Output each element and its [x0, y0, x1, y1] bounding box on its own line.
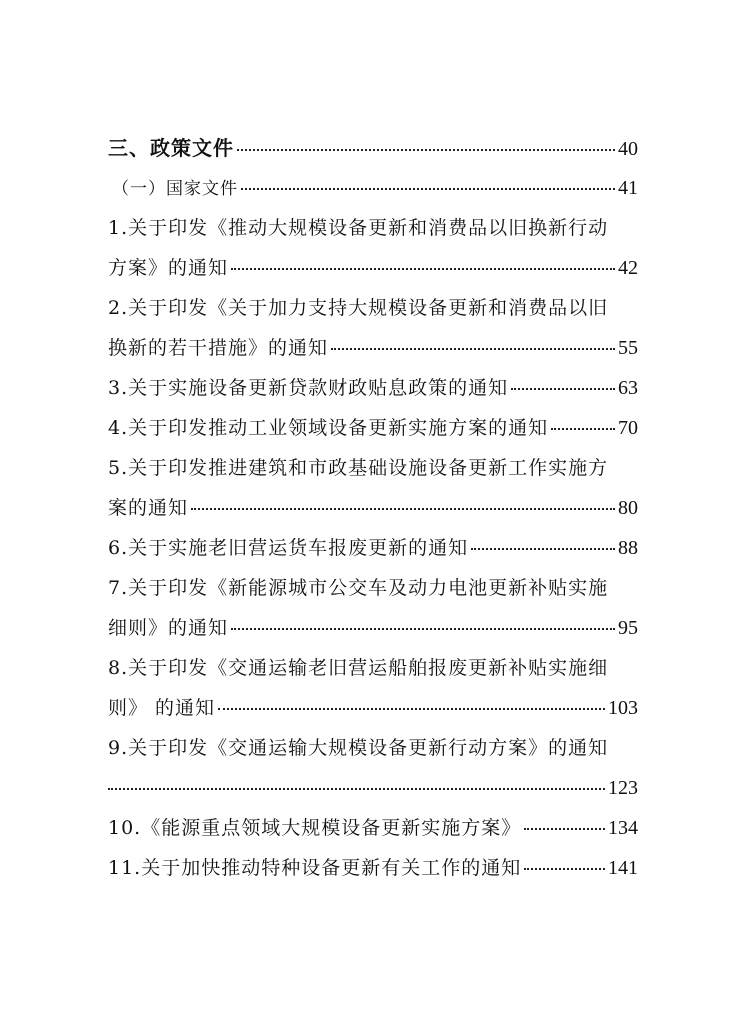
dot-leader [471, 548, 615, 550]
toc-entry-title: 2.关于印发《关于加力支持大规模设备更新和消费品以旧 [108, 297, 609, 319]
toc-entry-title-cont: 换新的若干措施》的通知 [108, 337, 329, 359]
dot-leader [108, 788, 605, 790]
toc-entry-title: 6.关于实施老旧营运货车报废更新的通知 [108, 537, 469, 559]
toc-entry-title: 7.关于印发《新能源城市公交车及动力电池更新补贴实施 [108, 577, 609, 599]
toc-page-number: 88 [618, 537, 638, 559]
toc-page-number: 80 [618, 497, 638, 519]
toc-entry-title-cont: 细则》的通知 [108, 617, 229, 639]
toc-entry-title: 11.关于加快推动特种设备更新有关工作的通知 [108, 857, 522, 879]
toc-entry-line [108, 728, 638, 768]
toc-entry-line [108, 208, 638, 248]
toc-page-number: 123 [608, 777, 638, 799]
toc-entry[interactable] [108, 408, 638, 448]
dot-leader [231, 268, 615, 270]
toc-entry-title-cont: 则》 的通知 [108, 697, 216, 719]
toc-page-number: 95 [618, 617, 638, 639]
toc-entry-title-cont: 方案》的通知 [108, 257, 229, 279]
dot-leader [218, 708, 605, 710]
toc-entry-title: 1.关于印发《推动大规模设备更新和消费品以旧换新行动 [108, 217, 609, 239]
toc-entry-line [108, 608, 638, 648]
toc-entry-line [108, 328, 638, 368]
toc-entry[interactable] [108, 208, 638, 288]
toc-entry[interactable] [108, 808, 638, 848]
toc-entry-title: 9.关于印发《交通运输大规模设备更新行动方案》的通知 [108, 737, 609, 759]
toc-page-number: 55 [618, 337, 638, 359]
dot-leader [237, 149, 615, 151]
toc-entry-line [108, 248, 638, 288]
toc-entry[interactable] [108, 448, 638, 528]
toc-entry-line [108, 688, 638, 728]
toc-entry-title: 3.关于实施设备更新贷款财政贴息政策的通知 [108, 377, 509, 399]
toc-entry-line [108, 768, 638, 808]
toc-section-title: 三、政策文件 [108, 136, 234, 160]
toc-entry-line [108, 288, 638, 328]
toc-entry-title: 8.关于印发《交通运输老旧营运船舶报废更新补贴实施细 [108, 657, 609, 679]
dot-leader [524, 828, 605, 830]
toc-page-number: 70 [618, 417, 638, 439]
toc-entry-title: 5.关于印发推进建筑和市政基础设施设备更新工作实施方 [108, 457, 609, 479]
table-of-contents [108, 128, 638, 888]
toc-entry-title: 10.《能源重点领域大规模设备更新实施方案》 [108, 817, 522, 839]
dot-leader [551, 428, 615, 430]
toc-subsection-title: （一）国家文件 [112, 179, 238, 199]
toc-entry[interactable] [108, 528, 638, 568]
toc-page-number: 134 [608, 817, 638, 839]
toc-entry-line [108, 448, 638, 488]
toc-page-number: 42 [618, 257, 638, 279]
toc-entry-line [108, 568, 638, 608]
toc-page-number: 63 [618, 377, 638, 399]
toc-entry[interactable] [108, 648, 638, 728]
toc-entry-title: 4.关于印发推动工业领域设备更新实施方案的通知 [108, 417, 549, 439]
toc-entry[interactable] [108, 368, 638, 408]
toc-subsection-entry[interactable] [108, 168, 638, 208]
toc-section-entry[interactable] [108, 128, 638, 168]
toc-entry[interactable] [108, 568, 638, 648]
toc-entry[interactable] [108, 288, 638, 368]
toc-page-number: 141 [608, 857, 638, 879]
toc-entry-line [108, 488, 638, 528]
toc-entry[interactable] [108, 728, 638, 808]
dot-leader [511, 388, 615, 390]
toc-page-number: 41 [618, 177, 638, 199]
dot-leader [231, 628, 615, 630]
toc-entry-line [108, 648, 638, 688]
dot-leader [524, 868, 605, 870]
toc-entry[interactable] [108, 848, 638, 888]
dot-leader [331, 348, 615, 350]
dot-leader [191, 508, 615, 510]
toc-page-number: 103 [608, 697, 638, 719]
toc-page-number: 40 [618, 138, 638, 160]
toc-entry-title-cont: 案的通知 [108, 497, 189, 519]
dot-leader [241, 188, 615, 190]
